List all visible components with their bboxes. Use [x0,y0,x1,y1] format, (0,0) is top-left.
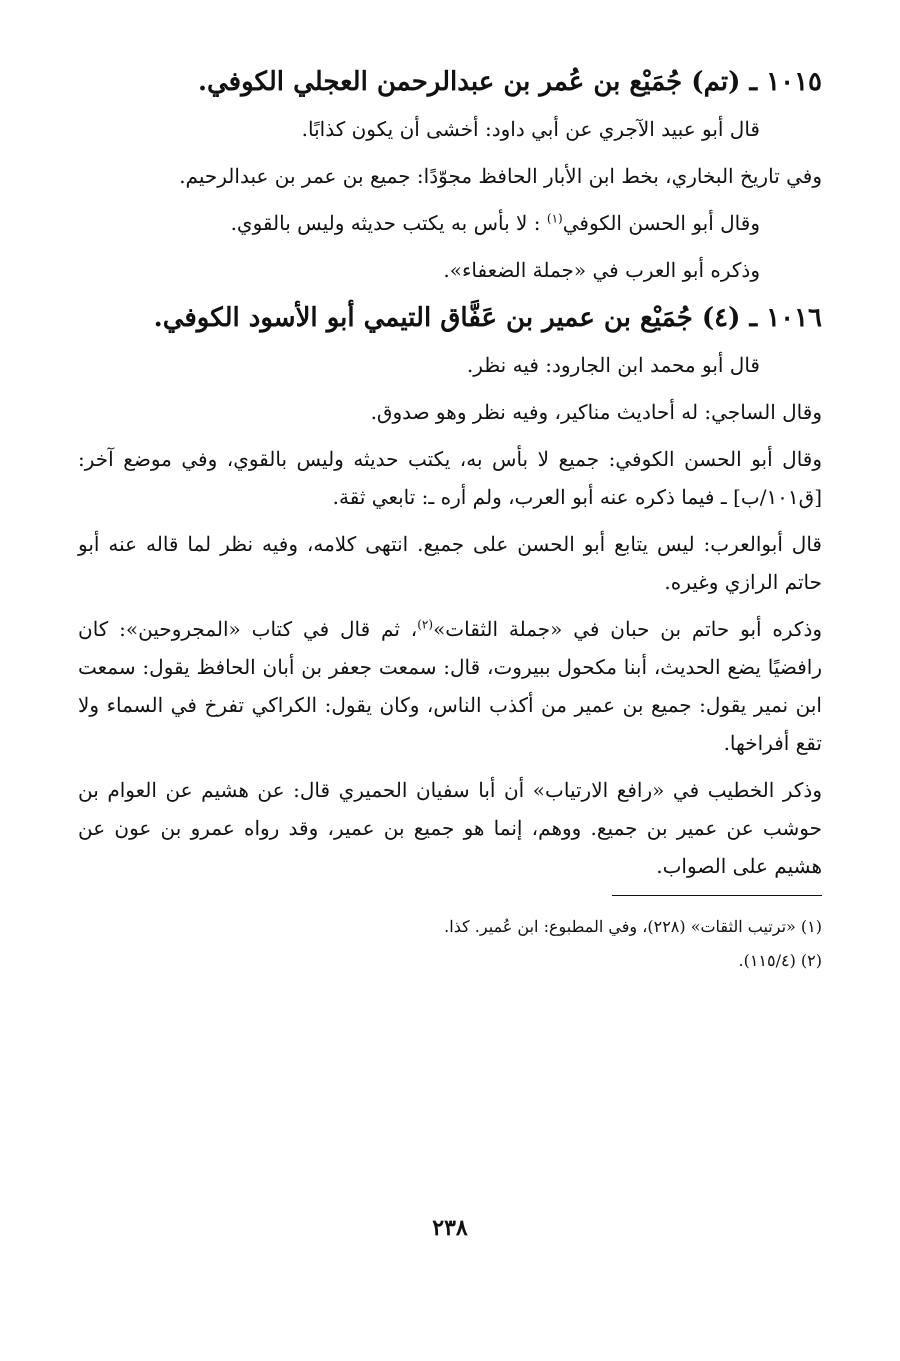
entry-title-1016: ١٠١٦ ـ (٤) جُمَيْع بن عمير بن عَفَّاق التيمي أبو الأسود الكوفي. [153,303,822,333]
paragraph: وذكر الخطيب في «رافع الارتياب» أن أبا سفيان الحميري قال: عن هشيم عن العوام بن حوشب عن عمير بن جميع. ووهم، إنما هو جميع بن عمير، وقد رواه عمرو بن عون عن هشيم على الصواب. [78,778,822,878]
paragraph-text: : لا بأس به يكتب حديثه وليس بالقوي. [230,211,541,235]
footnote-marker-1: (١) [546,211,563,226]
footnote-marker-2: (٢) [417,617,434,632]
paragraph-text: وقال أبو الحسن الكوفي [562,211,760,235]
paragraph: وذكره أبو العرب في «جملة الضعفاء». [443,258,760,282]
paragraph: وقال أبو الحسن الكوفي: جميع لا بأس به، يكتب حديثه وليس بالقوي، وفي موضع آخر: [ق١٠١/ب] ـ فيما ذكره عنه أبو العرب، ولم أره ـ: تابعي ثقة. [78,447,822,509]
page-number: ٢٣٨ [432,1215,468,1241]
paragraph: قال أبو محمد ابن الجارود: فيه نظر. [466,353,760,377]
entry-title-1015: ١٠١٥ ـ (تم) جُمَيْع بن عُمر بن عبدالرحمن العجلي الكوفي. [197,67,822,97]
paragraph-with-footnote [78,204,822,242]
paragraph: وفي تاريخ البخاري، بخط ابن الأبار الحافظ مجوّدًا: جميع بن عمر بن عبدالرحيم. [179,164,822,188]
footnote-1: (١) «ترتيب الثقات» (٢٢٨)، وفي المطبوع: ابن عُمير. كذا. [444,917,822,936]
paragraph-with-footnote [78,610,822,762]
paragraph-text: ، ثم قال في كتاب «المجروحين»: كان رافضيًا يضع الحديث، أبنا مكحول ببيروت، قال: سمعت جعفر بن أبان الحافظ يقول: سمعت ابن نمير يقول: جميع بن عمير من أكذب الناس، وكان يقول: الكراكي تفرخ في السماء ولا تقع أفراخها. [78,617,823,755]
paragraph: وقال الساجي: له أحاديث مناكير، وفيه نظر وهو صدوق. [370,400,822,424]
paragraph: قال أبو عبيد الآجري عن أبي داود: أخشى أن يكون كذابًا. [301,117,760,141]
paragraph: قال أبوالعرب: ليس يتابع أبو الحسن على جميع. انتهى كلامه، وفيه نظر لما قاله عنه أبو حاتم الرازي وغيره. [78,532,822,594]
paragraph-text: وذكره أبو حاتم بن حبان في «جملة الثقات» [433,617,823,641]
footnote-divider [612,895,822,896]
footnote-2: (٢) (١١٥/٤). [738,951,822,970]
